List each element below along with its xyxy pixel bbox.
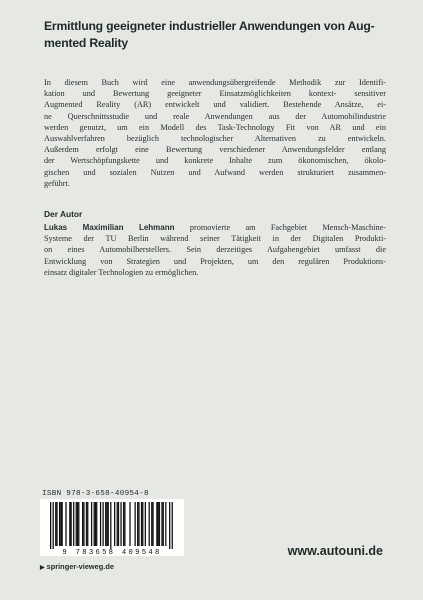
website-link[interactable]: www.autouni.de <box>287 544 383 558</box>
abstract-line: ne Querschnittsstudie und reale Anwendungen aus der Automobilindustrie <box>44 111 386 121</box>
barcode-bar <box>114 502 115 546</box>
author-name: Lukas Maximilian Lehmann <box>44 223 175 232</box>
barcode-bar <box>172 502 173 549</box>
abstract-line: gischen und sozialen Nutzen und Aufwand werden strukturiert zusammen- <box>44 167 386 177</box>
barcode-digits: 9 783658 409548 <box>62 549 162 557</box>
barcode-bar <box>149 502 150 546</box>
barcode-bar <box>138 502 139 546</box>
barcode-bar <box>120 502 121 546</box>
barcode-bar <box>110 502 111 549</box>
barcode-bar <box>151 502 152 546</box>
barcode-bar <box>91 502 92 546</box>
barcode-bar <box>76 502 77 546</box>
publisher-label: springer-vieweg.de <box>46 562 114 571</box>
bio-line: on eines Automobilherstellers. Sein derzeitiges Aufgabengebiet umfasst die <box>44 245 386 255</box>
barcode-bar <box>59 502 60 546</box>
barcode-bar <box>145 502 146 546</box>
barcode-bar <box>169 502 170 549</box>
barcode-bar <box>65 502 66 546</box>
barcode-bar <box>108 502 109 546</box>
isbn-label: ISBN 978-3-658-40954-8 <box>42 490 149 498</box>
barcode-bar <box>94 502 95 546</box>
barcode-bar <box>62 502 63 546</box>
barcode-bar <box>87 502 88 546</box>
barcode-bar <box>86 502 87 546</box>
barcode-bar <box>82 502 83 546</box>
barcode-bar <box>152 502 153 546</box>
barcode-bar <box>158 502 159 546</box>
abstract-line: kation und Bewertung geeigneter Einsatzmöglichkeiten kontext- sensitiver <box>44 89 386 99</box>
barcode-bar <box>118 502 119 546</box>
barcode-bar <box>159 502 160 546</box>
abstract-line: Außerdem erfolgt eine Bewertung verschiedener Anwendungsfelder entlang <box>44 145 386 155</box>
abstract-text <box>44 77 386 189</box>
barcode-bar <box>129 502 130 546</box>
barcode-bar <box>100 502 101 546</box>
barcode-bar <box>134 502 135 546</box>
abstract-line: Augmented Reality (AR) entwickelt und validiert. Bestehende Ansätze, ei- <box>44 100 386 110</box>
author-bio <box>44 222 386 278</box>
author-heading: Der Autor <box>44 209 83 219</box>
barcode-bar <box>124 502 125 546</box>
barcode-bar <box>69 502 70 546</box>
abstract-line: der Wertschöpfungskette und konkrete Inhalte zum ökonomischen, ökolo- <box>44 156 386 166</box>
bio-line: Systeme der TU Berlin während seiner Tätigkeit in der Digitalen Produkti- <box>44 234 386 244</box>
barcode-bar <box>50 502 51 549</box>
barcode-bar <box>95 502 96 546</box>
arrow-right-icon: ▶ <box>40 565 45 571</box>
publisher-link[interactable] <box>40 562 114 571</box>
barcode-bar <box>77 502 78 546</box>
barcode-bar <box>60 502 61 546</box>
barcode-bar <box>163 502 164 546</box>
barcode-graphic <box>40 499 184 549</box>
barcode-bar <box>123 502 124 546</box>
barcode-bar <box>161 502 162 546</box>
title-line: mented Reality <box>44 36 128 50</box>
abstract-line: Auswahlverfahren bezüglich technologischer Alternativen zu entwickeln. <box>44 134 386 144</box>
barcode-bar <box>70 502 71 546</box>
barcode-bar <box>96 502 97 546</box>
barcode-bar <box>117 502 118 546</box>
barcode-bar <box>53 502 54 549</box>
barcode-bar <box>102 502 103 546</box>
abstract-line: In diesem Buch wird eine anwendungsübergreifende Methodik zur Identifi- <box>44 78 386 87</box>
barcode-bar <box>142 502 143 546</box>
barcode-bar <box>106 502 107 546</box>
abstract-line: geführt. <box>44 178 70 188</box>
barcode <box>40 499 184 556</box>
bio-line-rest: promovierte am Fachgebiet Mensch-Maschine- <box>174 223 387 232</box>
barcode-bar <box>55 502 56 546</box>
bio-line: Entwicklung von Strategien und Projekten, um den regulären Produktions- <box>44 256 386 266</box>
barcode-bar <box>137 502 138 546</box>
barcode-bar <box>165 502 166 546</box>
barcode-bar <box>56 502 57 546</box>
bio-line: einsatz digitaler Technologien zu ermöglichen. <box>44 267 199 277</box>
barcode-bar <box>141 502 142 546</box>
barcode-bar <box>83 502 84 546</box>
barcode-bar <box>105 502 106 546</box>
barcode-bar <box>78 502 79 546</box>
title-line: Ermittlung geeigneter industrieller Anwendungen von Aug- <box>44 19 375 33</box>
barcode-bar <box>73 502 74 546</box>
barcode-bar <box>156 502 157 546</box>
book-title <box>44 18 384 52</box>
bio-line <box>44 222 386 233</box>
abstract-line: werden genutzt, um ein Modell des Task-Technology Fit von AR und ein <box>44 122 386 132</box>
